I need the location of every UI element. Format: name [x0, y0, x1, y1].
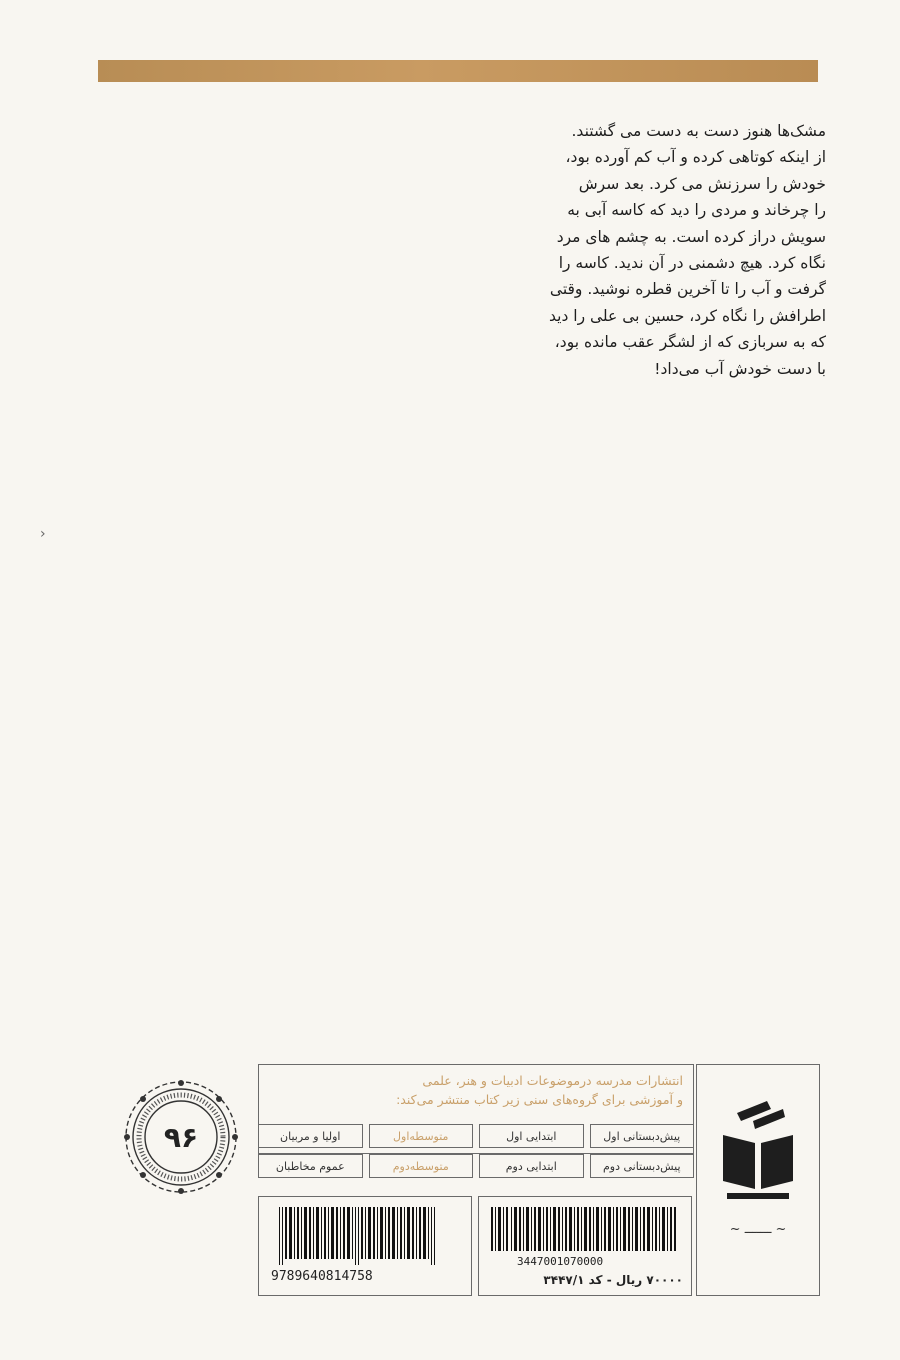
isbn-digits: 9789640814758 [271, 1269, 373, 1284]
barcode-code-box [478, 1196, 692, 1296]
age-group-cell: عموم مخاطبان [258, 1154, 363, 1178]
barcode-code-icon [489, 1207, 679, 1251]
price-and-code: ۷۰۰۰۰ ریال - کد ۳۴۴۷/۱ [543, 1273, 683, 1287]
age-group-cell: پیش‌دبستانی اول [590, 1124, 695, 1148]
story-line: با دست خودش آب می‌داد! [654, 359, 826, 378]
story-line: از اینکه کوتاهی کرده و آب کم آورده بود، [565, 148, 826, 167]
publisher-logo [696, 1064, 820, 1296]
age-group-cell: متوسطه‌اول [369, 1124, 474, 1148]
publisher-intro-line: و آموزشی برای گروه‌های سنی زیر کتاب منتشر می‌کند: [396, 1092, 683, 1107]
story-line: را چرخاند و مردی را دید که کاسه آبی به [567, 201, 826, 220]
story-line: خودش را سرزنش می کرد. بعد سرش [578, 174, 826, 193]
story-line: که به سربازی که از لشگر عقب مانده بود، [554, 333, 826, 352]
story-excerpt [470, 118, 826, 382]
publisher-intro-line: انتشارات مدرسه درموضوعات ادبیات و هنر، علمی [422, 1073, 683, 1088]
barcode-code-digits: 3447001070000 [517, 1255, 604, 1268]
story-line: مشک‌ها هنوز دست به دست می گشتند. [571, 122, 826, 140]
story-line: سویش دراز کرده است. به چشم های مرد [556, 227, 826, 246]
age-group-cell: پیش‌دبستانی دوم [590, 1154, 695, 1178]
book-logo-icon [723, 1101, 793, 1199]
top-accent-band [98, 60, 818, 82]
series-badge [120, 1076, 242, 1198]
story-line: نگاه کرد. هیچ دشمنی در آن ندید. کاسه را [558, 254, 826, 273]
story-line: گرفت و آب را تا آخرین قطره نوشید. وقتی [549, 280, 826, 299]
age-group-cell: متوسطه‌دوم [369, 1154, 474, 1178]
story-line: اطرافش را نگاه کرد، حسین بی علی را دید [549, 306, 826, 325]
badge-number: ۹۶ [163, 1121, 199, 1154]
age-group-cell: اولیا و مربیان [258, 1124, 363, 1148]
age-group-cell: ابتدایی اول [479, 1124, 584, 1148]
age-group-cell: ابتدایی دوم [479, 1154, 584, 1178]
isbn-barcode-box [258, 1196, 472, 1296]
svg-text:~ ـــــــ ~: ~ ـــــــ ~ [729, 1222, 787, 1237]
margin-mark-icon: › [40, 526, 46, 542]
age-group-grid [258, 1124, 694, 1178]
isbn-barcode-icon [269, 1207, 459, 1265]
